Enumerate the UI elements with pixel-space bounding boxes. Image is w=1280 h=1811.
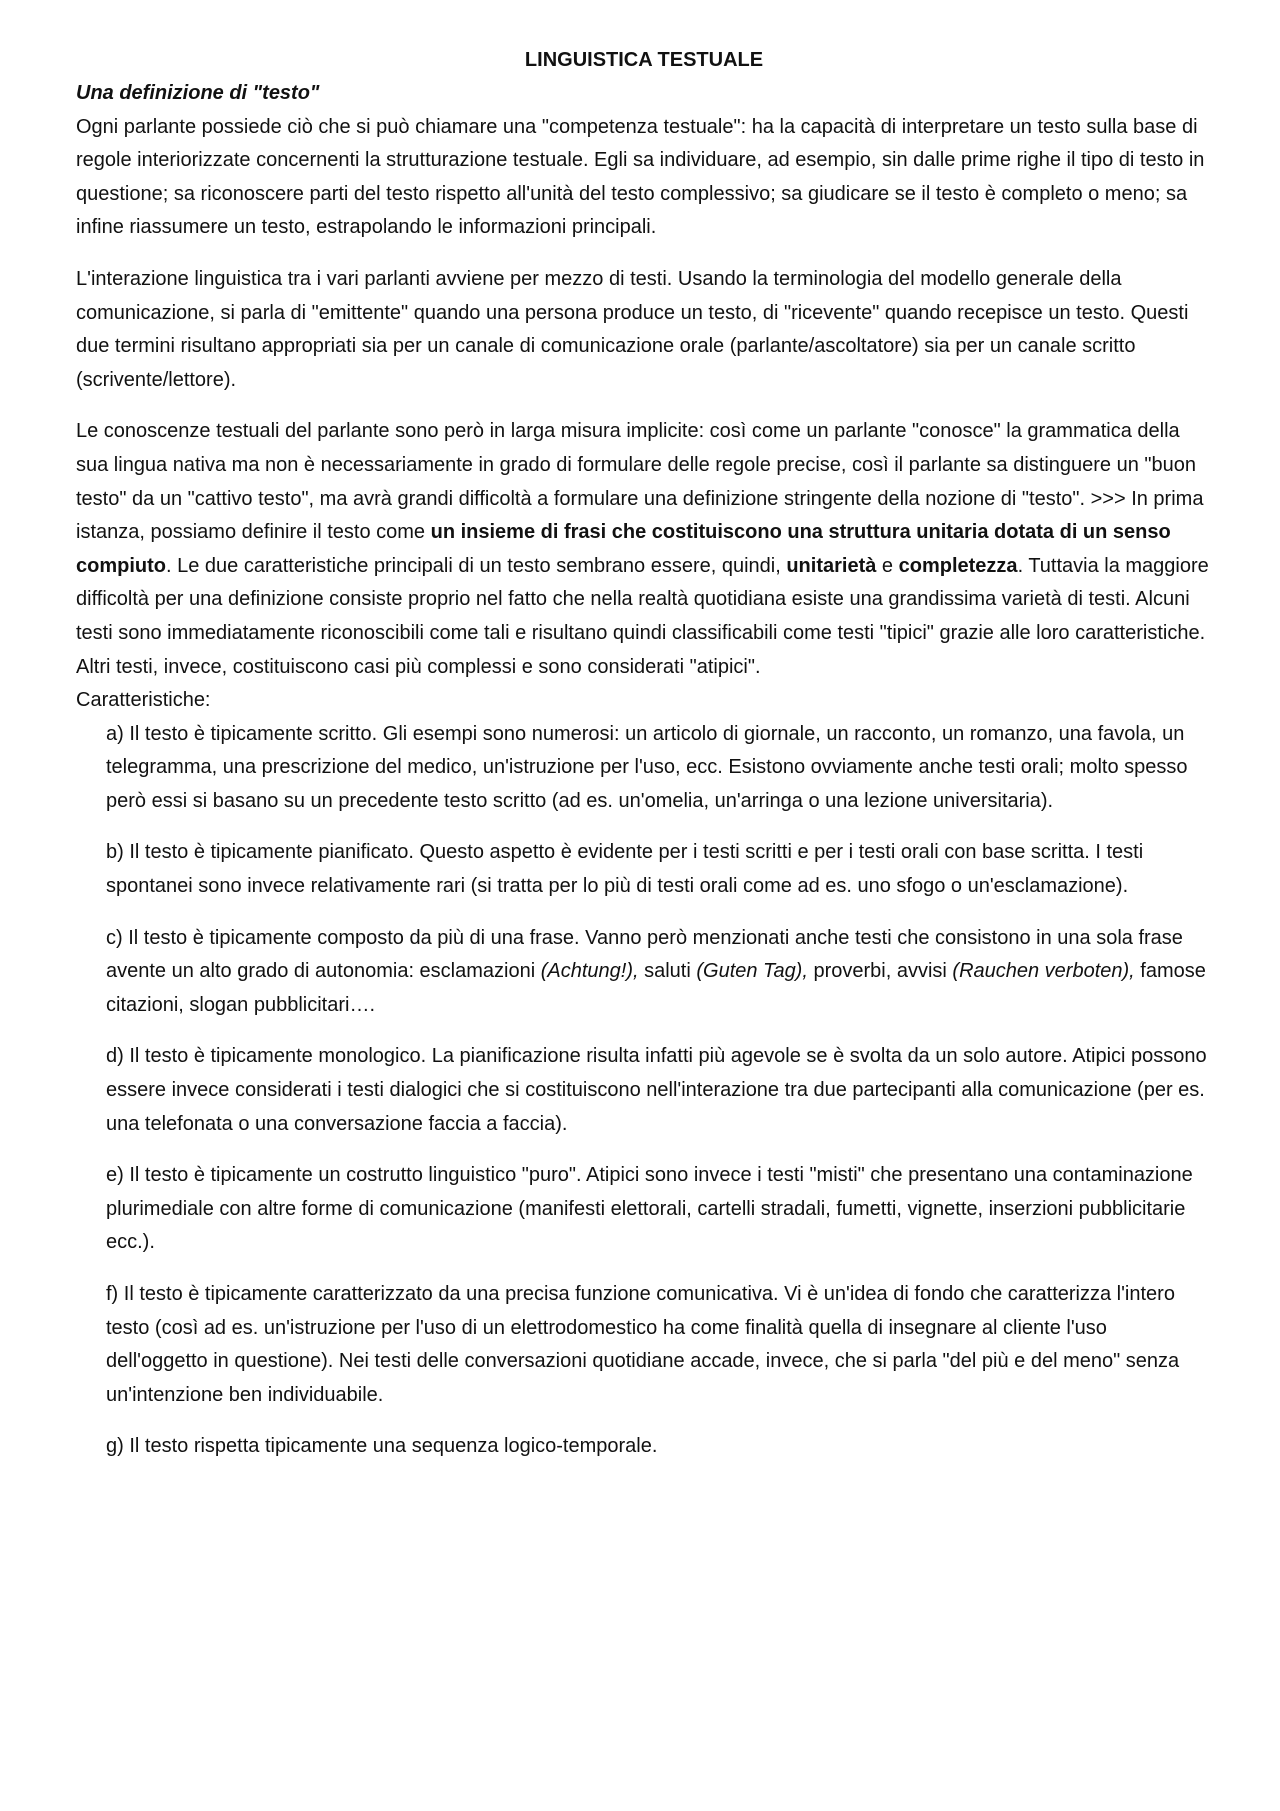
list-item-c bbox=[106, 922, 1212, 1023]
characteristics-label: Caratteristiche: bbox=[76, 689, 211, 712]
definition-bold-phrase: un insieme di frasi che costituiscono una struttura unitaria dotata di un senso compiuto bbox=[76, 521, 1171, 577]
paragraph-interazione: L'interazione linguistica tra i vari parlanti avviene per mezzo di testi. Usando la terminologia del modello generale della comunicazione, si parla di "emittente" quando una persona produce un testo, di "ricevente" quando recepisce un testo. Questi due termini risultano appropriati sia per un canale di comunicazione orale (parlante/ascoltatore) sia per un canale scritto (scrivente/lettore). bbox=[76, 267, 1189, 391]
definition-text-2: . Le due caratteristiche principali di un testo sembrano essere, quindi, bbox=[166, 554, 787, 577]
definition-text-1: Le conoscenze testuali del parlante sono però in larga misura implicite: così come un parlante "conosce" la grammatica della sua lingua nativa ma non è necessariamente in grado di formulare delle regole precise, così il parlante sa distinguere un "buon testo" da un "cattivo testo", ma avrà grandi difficoltà a formulare una definizione stringente della nozione di "testo". >>> In prima istanza, possiamo definire il testo come bbox=[76, 420, 1204, 544]
item-c-text-3: proverbi, avvisi bbox=[807, 960, 953, 983]
list-item-d: d) Il testo è tipicamente monologico. La pianificazione risulta infatti più agevole se è svolta da un solo autore. Atipici possono essere invece considerati i testi dialogici che si costituiscono nell'interazione tra due partecipanti alla comunicazione (per es. una telefonata o una conversazione faccia a faccia). bbox=[106, 1045, 1207, 1135]
section-subtitle: Una definizione di "testo" bbox=[76, 82, 320, 104]
paragraph-definizione bbox=[76, 415, 1212, 684]
item-c-example-achtung: (Achtung!), bbox=[540, 960, 639, 983]
item-c-example-guten-tag: (Guten Tag), bbox=[696, 960, 808, 983]
item-c-text-4: famose citazioni, slogan pubblicitari…. bbox=[106, 960, 1206, 1016]
list-item-a: a) Il testo è tipicamente scritto. Gli esempi sono numerosi: un articolo di giornale, un racconto, un romanzo, una favola, un telegramma, una prescrizione del medico, un'istruzione per l'uso, ecc. Esistono ovviamente anche testi orali; molto spesso però essi si basano su un precedente testo scritto (ad es. un'omelia, un'arringa o una lezione universitaria). bbox=[106, 722, 1188, 812]
list-item-b: b) Il testo è tipicamente pianificato. Questo aspetto è evidente per i testi scritti e per i testi orali con base scritta. I testi spontanei sono invece relativamente rari (si tratta per lo più di testi orali come ad es. uno sfogo o un'esclamazione). bbox=[106, 841, 1144, 898]
paragraph-competenza: Ogni parlante possiede ciò che si può chiamare una "competenza testuale": ha la capacità di interpretare un testo sulla base di regole interiorizzate concernenti la strutturazione testuale. Egli sa individuare, ad esempio, sin dalle prime righe il tipo di testo in questione; sa riconoscere parti del testo rispetto all'unità del testo complessivo; sa giudicare se il testo è completo o meno; sa infine riassumere un testo, estrapolando le informazioni principali. bbox=[76, 115, 1205, 239]
document-title: LINGUISTICA TESTUALE bbox=[524, 49, 764, 71]
item-c-text-1: c) Il testo è tipicamente composto da più di una frase. Vanno però menzionati anche testi che consistono in una sola frase avente un alto grado di autonomia: esclamazioni bbox=[106, 926, 1183, 983]
definition-text-4: . Tuttavia la maggiore difficoltà per una definizione consiste proprio nel fatto che nella realtà quotidiana esiste una grandissima varietà di testi. Alcuni testi sono immediatamente riconoscibili come tali e risultano quindi classificabili come testi "tipici" grazie alle loro caratteristiche. Altri testi, invece, costituiscono casi più complessi e sono considerati "atipici". bbox=[76, 554, 1209, 678]
list-item-g: g) Il testo rispetta tipicamente una sequenza logico-temporale. bbox=[106, 1435, 658, 1458]
list-item-f: f) Il testo è tipicamente caratterizzato da una precisa funzione comunicativa. Vi è un'idea di fondo che caratterizza l'intero testo (così ad es. un'istruzione per l'uso di un elettrodomestico ha come finalità quella di insegnare al cliente l'uso dell'oggetto in questione). Nei testi delle conversazioni quotidiane accade, invece, che si parla "del più e del meno" senza un'intenzione ben individuabile. bbox=[106, 1283, 1180, 1406]
list-item-e: e) Il testo è tipicamente un costrutto linguistico "puro". Atipici sono invece i testi "misti" che presentano una contaminazione plurimediale con altre forme di comunicazione (manifesti elettorali, cartelli stradali, fumetti, vignette, inserzioni pubblicitarie ecc.). bbox=[106, 1164, 1193, 1254]
definition-bold-completezza: completezza bbox=[898, 554, 1018, 577]
item-c-text-2: saluti bbox=[638, 960, 697, 983]
definition-text-3: e bbox=[876, 554, 899, 577]
definition-bold-unitarieta: unitarietà bbox=[786, 554, 877, 577]
document-page bbox=[76, 44, 1212, 1464]
item-c-example-rauchen: (Rauchen verboten), bbox=[952, 960, 1135, 983]
